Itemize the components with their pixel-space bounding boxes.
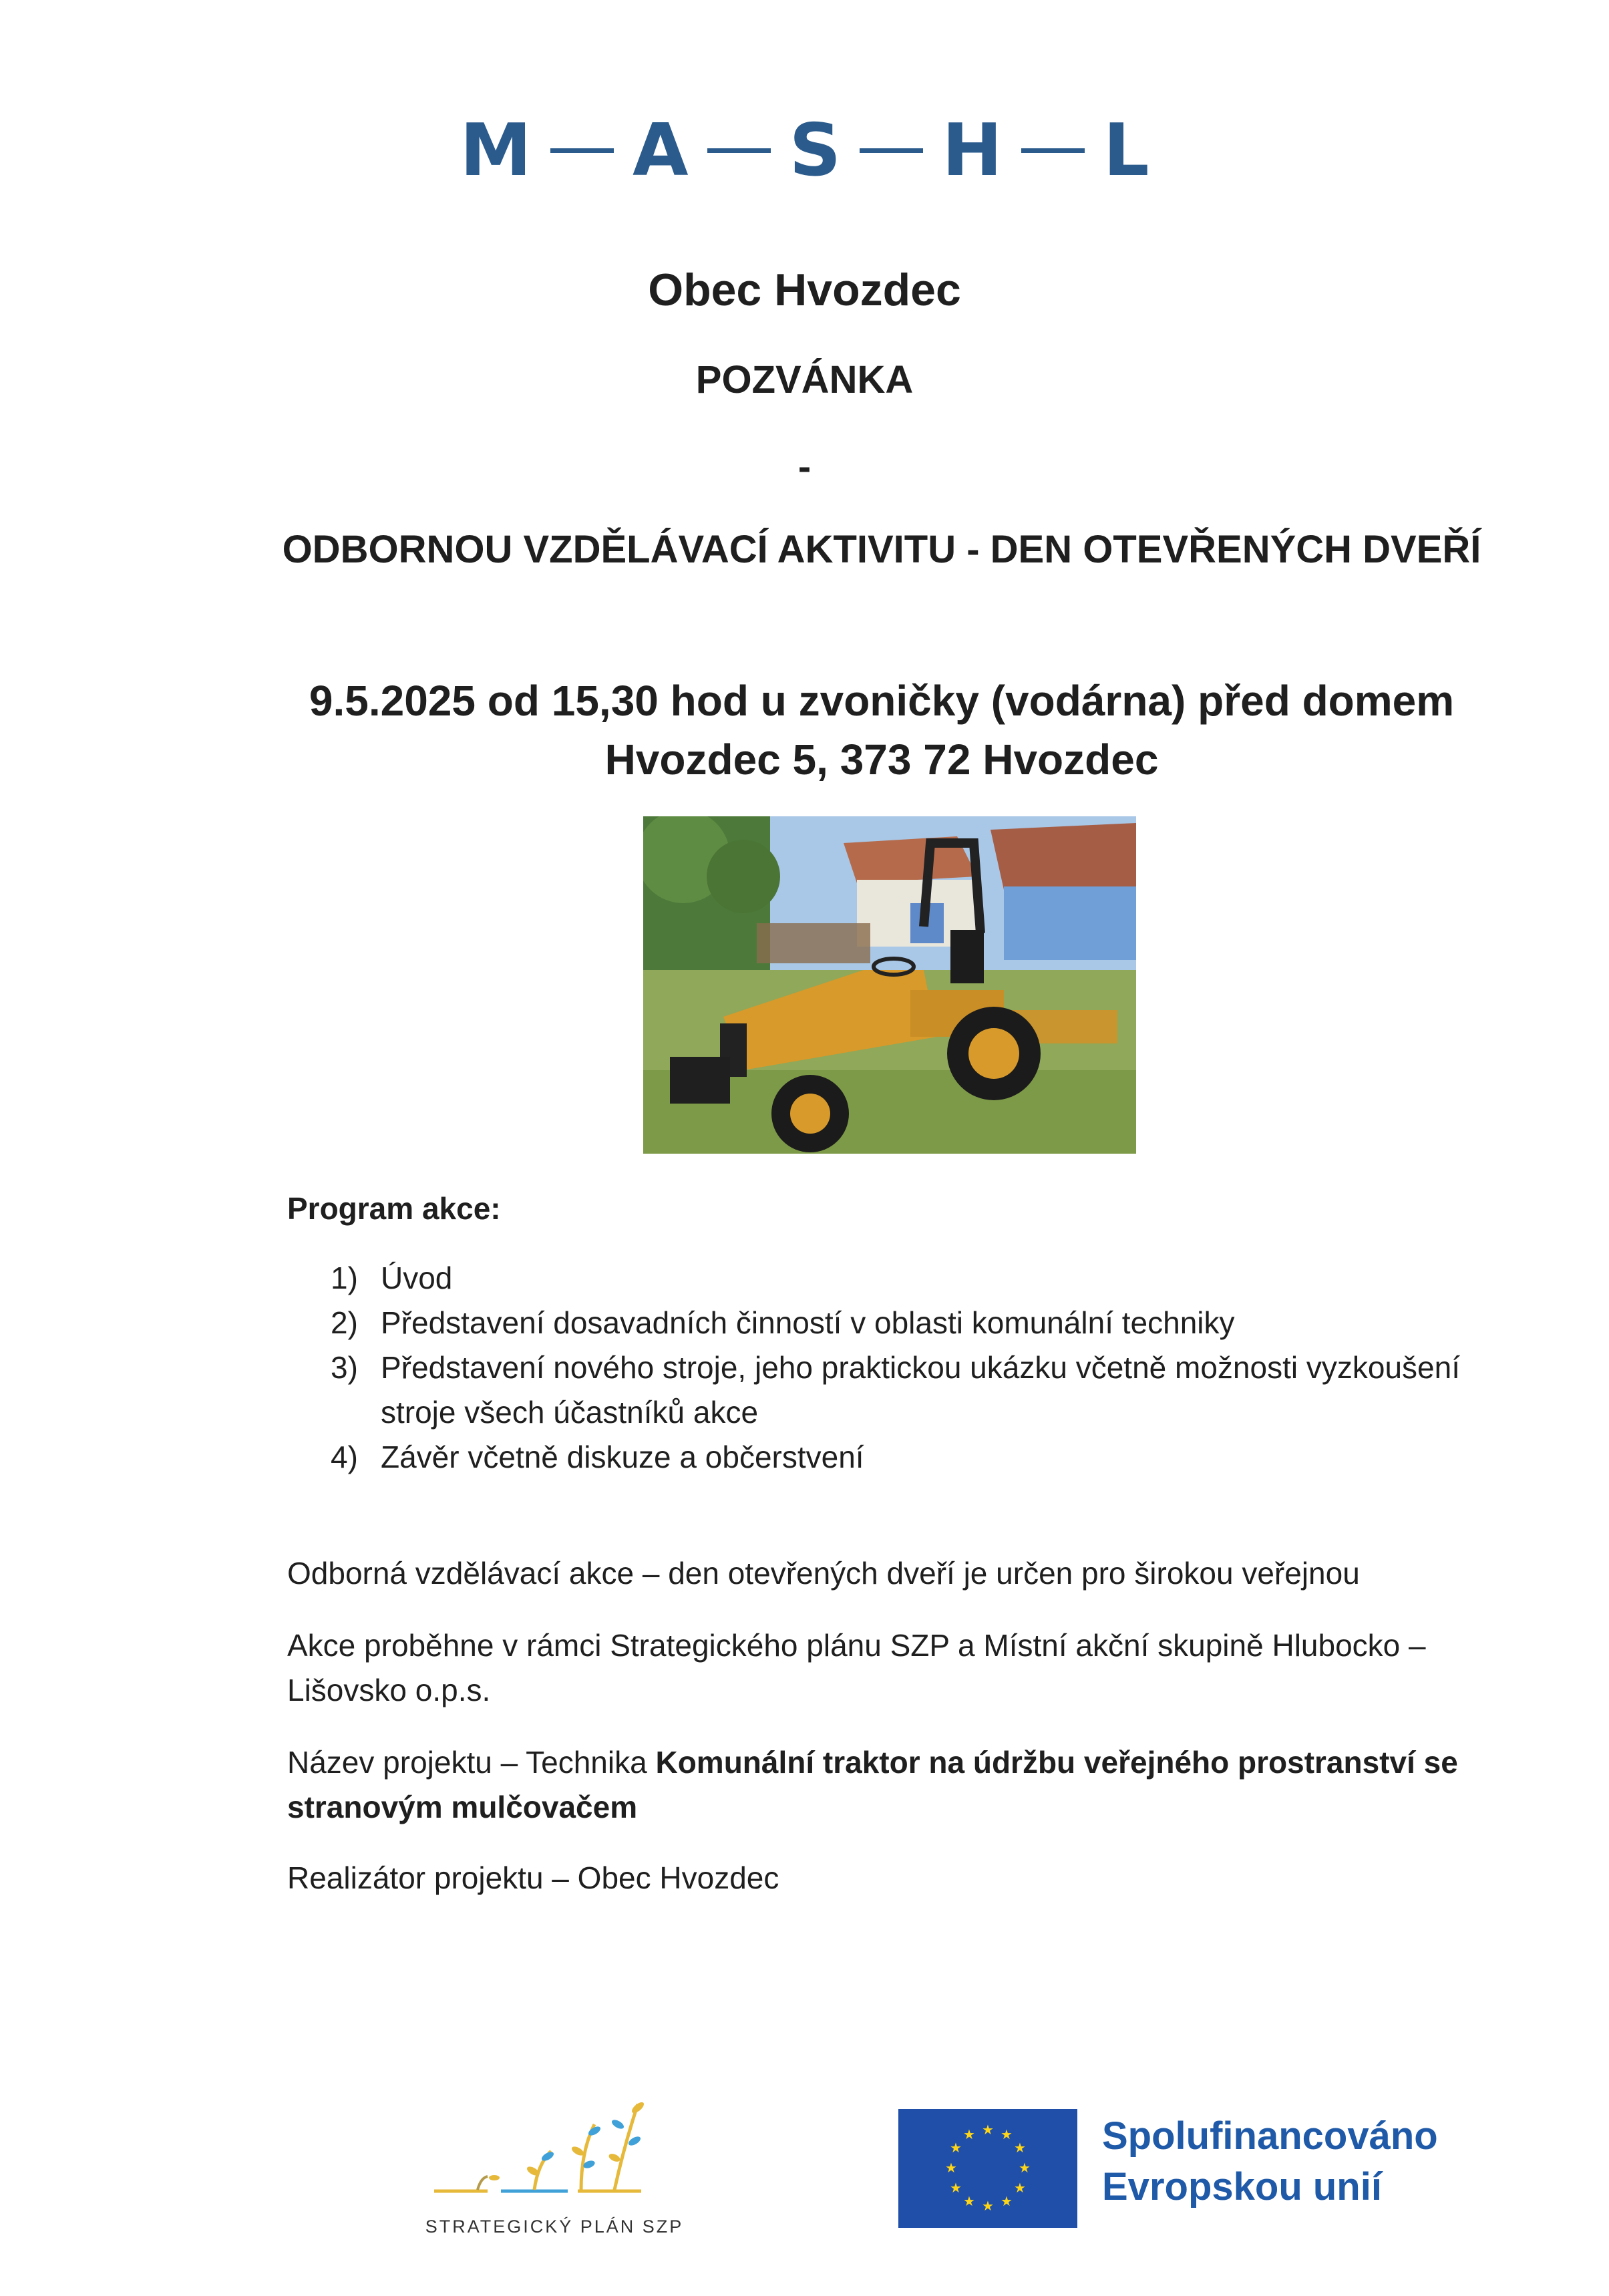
project-name-prefix: Název projektu – Technika (287, 1745, 656, 1780)
invitation-title: POZVÁNKA (695, 358, 914, 401)
svg-text:★: ★ (945, 2160, 957, 2176)
title-separator: - (797, 445, 812, 488)
paragraph-project-name (287, 1740, 1496, 1830)
list-text: Představení dosavadních činností v oblasti komunální techniky (381, 1305, 1235, 1340)
eu-line-1: Spolufinancováno (1102, 2114, 1438, 2158)
svg-text:★: ★ (950, 2140, 962, 2156)
list-item (331, 1435, 1466, 1480)
logo-dash (550, 148, 614, 153)
paragraph-implementer: Realizátor projektu – Obec Hvozdec (287, 1860, 779, 1895)
svg-text:★: ★ (1014, 2140, 1026, 2156)
svg-text:★: ★ (982, 2122, 994, 2138)
svg-text:★: ★ (1014, 2180, 1026, 2196)
svg-text:★: ★ (950, 2180, 962, 2196)
logo-letter-l: L (1103, 108, 1149, 192)
municipality-title: Obec Hvozdec (648, 265, 961, 315)
svg-text:★: ★ (1001, 2193, 1013, 2209)
mashl-logo (0, 104, 1609, 197)
paragraph-framework: Akce proběhne v rámci Strategického plánu SZP a Místní akční skupině Hlubocko – Lišovsko o.p.s. (287, 1628, 1426, 1707)
list-number: 4) (331, 1440, 358, 1474)
event-date-place: 9.5.2025 od 15,30 hod u zvoničky (vodárna) před domem Hvozdec 5, 373 72 Hvozdec (309, 677, 1455, 784)
svg-text:★: ★ (963, 2193, 975, 2209)
logo-letter-h: H (942, 108, 1003, 192)
svg-text:★: ★ (1001, 2126, 1013, 2142)
svg-text:★: ★ (963, 2126, 975, 2142)
list-text: Představení nového stroje, jeho praktickou ukázku včetně možnosti vyzkoušení stroje všech účastníků akce (381, 1350, 1460, 1430)
svg-text:★: ★ (982, 2198, 994, 2214)
eu-flag-icon (898, 2109, 1077, 2228)
program-title: Program akce: (287, 1191, 501, 1226)
list-text: Závěr včetně diskuze a občerstvení (381, 1440, 864, 1474)
logo-dash (860, 148, 923, 153)
tractor-photo (643, 816, 1136, 1154)
svg-text:★: ★ (1019, 2160, 1031, 2176)
list-number: 3) (331, 1350, 358, 1385)
list-item (331, 1345, 1466, 1435)
paragraph-audience: Odborná vzdělávací akce – den otevřených dveří je určen pro širokou veřejnou (287, 1556, 1360, 1591)
logo-letter-a: A (632, 108, 689, 192)
logo-dash (1021, 148, 1085, 153)
logo-letter-s: S (789, 108, 842, 192)
event-title: ODBORNOU VZDĚLÁVACÍ AKTIVITU - DEN OTEVŘENÝCH DVEŘÍ (282, 528, 1481, 571)
list-number: 1) (331, 1261, 358, 1295)
logo-dash (707, 148, 771, 153)
project-name: Komunální traktor na údržbu veřejného prostranství se stranovým mulčovačem (287, 1745, 1458, 1824)
program-list (331, 1256, 1466, 1480)
logo-letter-m: M (460, 108, 532, 192)
eu-line-2: Evropskou unií (1102, 2165, 1382, 2208)
list-item (331, 1301, 1466, 1345)
eu-cofunding-text (1102, 2111, 1438, 2212)
list-number: 2) (331, 1305, 358, 1340)
szp-caption: STRATEGICKÝ PLÁN SZP (425, 2217, 684, 2237)
list-text: Úvod (381, 1261, 453, 1295)
list-item (331, 1256, 1466, 1301)
